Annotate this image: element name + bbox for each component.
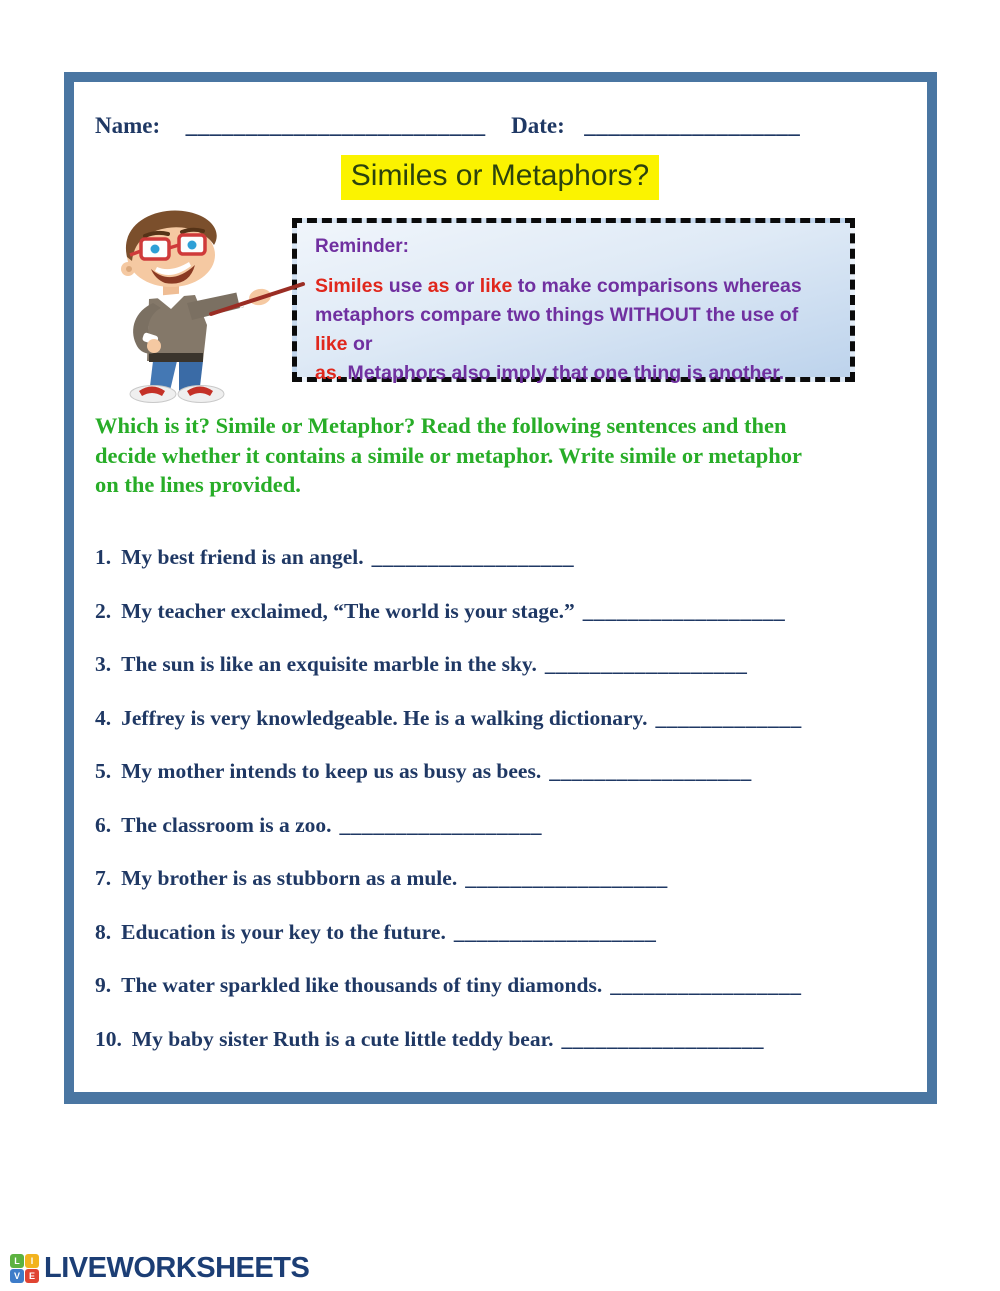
- eye-right: [188, 241, 197, 250]
- date-blank-line[interactable]: __________________: [584, 113, 801, 138]
- question-row: [95, 867, 905, 889]
- question-text: My baby sister Ruth is a cute little teddy bear.: [131, 1026, 554, 1051]
- reminder-segment: or: [347, 333, 373, 355]
- question-text: My teacher exclaimed, “The world is your stage.”: [121, 598, 575, 623]
- reminder-segment: or: [449, 275, 480, 297]
- page-title: Similes or Metaphors?: [341, 155, 659, 200]
- answer-blank-line[interactable]: __________________: [561, 1026, 765, 1051]
- reminder-segment: metaphors compare two things WITHOUT the use of: [315, 304, 799, 326]
- sneakers: [130, 386, 224, 403]
- reminder-segment: Metaphors also imply that one thing is another.: [342, 362, 785, 384]
- pointing-man-illustration: [93, 203, 328, 403]
- name-blank-line[interactable]: _________________________: [185, 113, 486, 138]
- answer-blank-line[interactable]: _________________: [610, 973, 802, 997]
- reminder-segment: like: [479, 275, 513, 297]
- question-number: 1.: [95, 545, 112, 569]
- reminder-heading: Reminder:: [315, 236, 409, 257]
- answer-blank-line[interactable]: __________________: [339, 812, 543, 837]
- question-text: Jeffrey is very knowledgeable. He is a walking dictionary.: [121, 705, 648, 730]
- question-row: [95, 814, 905, 836]
- instruction-line: decide whether it contains a simile or metaphor. Write simile or metaphor: [95, 442, 803, 468]
- instructions-text: [95, 411, 915, 500]
- question-number: 2.: [95, 598, 112, 623]
- answer-blank-line[interactable]: __________________: [453, 919, 657, 944]
- reminder-text: [315, 272, 832, 388]
- question-row: [95, 1028, 905, 1050]
- title-wrap: [0, 155, 1000, 200]
- liveworksheets-logo-icon: [10, 1254, 39, 1283]
- question-row: [95, 600, 905, 622]
- question-row: [95, 974, 905, 996]
- reminder-segment: like: [315, 333, 348, 355]
- question-number: 10.: [95, 1026, 122, 1051]
- date-label: Date:: [511, 113, 565, 138]
- name-date-row: [95, 113, 800, 139]
- reminder-segment: as: [427, 275, 450, 297]
- question-text: The water sparkled like thousands of tiny diamonds.: [121, 973, 603, 997]
- question-number: 6.: [95, 812, 112, 837]
- question-text: My brother is as stubborn as a mule.: [121, 866, 458, 890]
- logo-tile-l: L: [10, 1254, 24, 1268]
- question-number: 8.: [95, 919, 112, 944]
- instruction-line: on the lines provided.: [95, 472, 301, 497]
- question-row: [95, 760, 905, 782]
- logo-tile-e: E: [25, 1269, 39, 1283]
- answer-blank-line[interactable]: _____________: [655, 705, 802, 730]
- reminder-segment: Similes: [315, 275, 384, 297]
- logo-tile-i: I: [25, 1254, 39, 1268]
- question-row: [95, 921, 905, 943]
- question-text: The classroom is a zoo.: [121, 812, 332, 837]
- question-text: My best friend is an angel.: [121, 545, 364, 569]
- answer-blank-line[interactable]: __________________: [549, 759, 752, 783]
- reminder-box: [292, 218, 855, 382]
- question-number: 3.: [95, 652, 112, 676]
- question-row: [95, 653, 905, 675]
- liveworksheets-logo-text: LIVEWORKSHEETS: [44, 1252, 310, 1284]
- left-hand: [147, 339, 161, 353]
- question-row: [95, 546, 905, 568]
- reminder-segment: use: [383, 275, 428, 297]
- question-text: The sun is like an exquisite marble in the sky.: [121, 652, 537, 676]
- instruction-line: Which is it? Simile or Metaphor? Read the following sentences and then: [95, 413, 787, 438]
- questions-list: [95, 546, 905, 1081]
- logo-tile-v: V: [10, 1269, 24, 1283]
- name-label: Name:: [95, 113, 161, 138]
- reminder-segment: as.: [315, 362, 343, 384]
- answer-blank-line[interactable]: __________________: [371, 545, 575, 569]
- question-number: 9.: [95, 973, 112, 997]
- question-row: [95, 707, 905, 729]
- eye-left: [151, 245, 160, 254]
- eyebrow-right: [182, 230, 203, 232]
- question-text: Education is your key to the future.: [121, 919, 446, 944]
- reminder-segment: to make comparisons whereas: [512, 275, 802, 297]
- liveworksheets-logo: [10, 1252, 309, 1285]
- question-text: My mother intends to keep us as busy as bees.: [121, 759, 542, 783]
- answer-blank-line[interactable]: __________________: [544, 652, 748, 676]
- answer-blank-line[interactable]: __________________: [465, 866, 668, 890]
- answer-blank-line[interactable]: __________________: [582, 598, 786, 623]
- question-number: 4.: [95, 705, 112, 730]
- question-number: 5.: [95, 759, 112, 783]
- belt: [149, 353, 203, 362]
- question-number: 7.: [95, 866, 112, 890]
